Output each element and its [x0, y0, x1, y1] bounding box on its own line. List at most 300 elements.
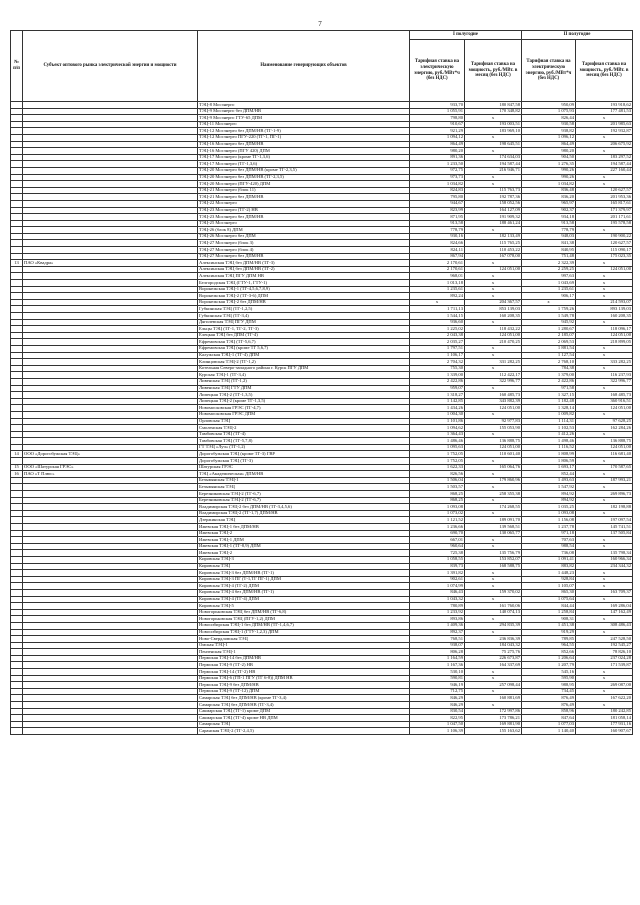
subject-name	[23, 332, 198, 339]
capacity-rate-h2: 227 160,44	[576, 167, 633, 174]
row-number	[11, 194, 23, 201]
object-name: Кировская ТЭЦ	[198, 563, 410, 570]
capacity-rate-h2: 206 675,92	[576, 141, 633, 148]
subject-name	[23, 102, 198, 109]
table-row	[11, 332, 633, 339]
capacity-rate-h2: 181 058,14	[576, 715, 633, 722]
capacity-rate-h2: x	[576, 576, 633, 583]
subject-name	[23, 728, 198, 735]
subject-name	[23, 530, 198, 537]
energy-rate-h1: 824,83	[410, 187, 465, 194]
energy-rate-h2: 847,64	[522, 715, 576, 722]
object-name: Ефремовская ТЭЦ (кроме ТГ 5,6,7)	[198, 345, 410, 352]
capacity-rate-h2: x	[576, 702, 633, 709]
object-name: Алексинская ТЭЦ без ДПМ/НВ (ТГ-3)	[198, 260, 410, 267]
row-number	[11, 313, 23, 320]
capacity-rate-h1: x	[465, 148, 522, 155]
row-number	[11, 207, 23, 214]
energy-rate-h1: 1 095,63	[410, 444, 465, 451]
capacity-rate-h2: 171 539,87	[576, 662, 633, 669]
energy-rate-h1: 1 101,86	[410, 418, 465, 425]
row-number	[11, 636, 23, 643]
table-row	[11, 372, 633, 379]
subject-name	[23, 589, 198, 596]
capacity-rate-h2: 237 024,28	[576, 655, 633, 662]
object-name: ТЭЦ-12 Мосэнерго без ДПМ/НВ (ТГ-1-9)	[198, 128, 410, 135]
energy-rate-h1: 1 622,33	[410, 464, 465, 471]
capacity-rate-h1: 170 348,82	[465, 108, 522, 115]
energy-rate-h2: 1 009,82	[522, 411, 576, 418]
energy-rate-h2: 789,85	[522, 636, 576, 643]
capacity-rate-h2: 165 817,61	[576, 200, 633, 207]
row-number: 15	[11, 464, 23, 471]
object-name: Елецкая ТЭЦ без ДПМ (ТГ-4)	[198, 332, 410, 339]
object-name: ТЭЦ-12 Мосэнерго ПГУ-220 (ТГ-1, ПГ-1)	[198, 134, 410, 141]
energy-rate-h2: 1 806,59	[522, 458, 576, 465]
subject-name	[23, 233, 198, 240]
subject-name	[23, 616, 198, 623]
table-row	[11, 207, 633, 214]
capacity-rate-h2: x	[576, 411, 633, 418]
capacity-rate-h1: 164 127,09	[465, 207, 522, 214]
energy-rate-h2: 836,20	[522, 194, 576, 201]
row-number	[11, 167, 23, 174]
object-name: Безымянская ТЭЦ	[198, 484, 410, 491]
object-name: ТЭЦ-9 Мосэнерго без ДПМ/НВ	[198, 108, 410, 115]
capacity-rate-h2: 269 896,73	[576, 491, 633, 498]
row-number	[11, 616, 23, 623]
object-name: Шатурская ГРЭС	[198, 464, 410, 471]
capacity-rate-h2: x	[576, 345, 633, 352]
capacity-rate-h2: x	[576, 669, 633, 676]
row-number	[11, 306, 23, 313]
capacity-rate-h1: 167 078,00	[465, 253, 522, 260]
subject-name	[23, 398, 198, 405]
subject-name	[23, 721, 198, 728]
capacity-rate-h2: x	[576, 616, 633, 623]
capacity-rate-h1: x	[465, 596, 522, 603]
table-row	[11, 411, 633, 418]
capacity-rate-h2: x	[576, 675, 633, 682]
capacity-rate-h2: x	[576, 471, 633, 478]
energy-rate-h2: 1 498,46	[522, 438, 576, 445]
energy-rate-h2: 1 043,69	[522, 280, 576, 287]
object-name: Пермская ТЭЦ-14 без ДПМ/НВ	[198, 655, 410, 662]
object-name: ТЭЦ-16 Мосэнерго без ДПМ/НВ	[198, 141, 410, 148]
object-name: Пермская ТЭЦ-14 (ТГ-2) НВ	[198, 669, 410, 676]
energy-rate-h2: 1 881,54	[522, 345, 576, 352]
subject-name	[23, 576, 198, 583]
energy-rate-h2: x	[522, 299, 576, 306]
object-name: Пермская ТЭЦ-9 (ТГ-12) ДПМ	[198, 688, 410, 695]
energy-rate-h1: 1 364,43	[410, 431, 465, 438]
subject-name	[23, 570, 198, 577]
energy-rate-h2: 836,48	[522, 187, 576, 194]
energy-rate-h2: 904,50	[522, 154, 576, 161]
energy-rate-h1: 1 093,08	[410, 504, 465, 511]
energy-rate-h2: 2 259,25	[522, 266, 576, 273]
energy-rate-h1: 893,86	[410, 616, 465, 623]
energy-rate-h1: 959,07	[410, 385, 465, 392]
row-number: 16	[11, 471, 23, 478]
row-number	[11, 345, 23, 352]
object-name: ТЭЦ-16 Мосэнерго (ПГУ 420) ДПМ	[198, 148, 410, 155]
energy-rate-h2: 1 759,26	[522, 306, 576, 313]
energy-rate-h2: 865,30	[522, 589, 576, 596]
subject-name	[23, 418, 198, 425]
subject-name	[23, 299, 198, 306]
object-name: ТЭЦ-20 Мосэнерго без ДПМ/НВ (ТГ-2,3,5)	[198, 174, 410, 181]
energy-rate-h2: 913,58	[522, 220, 576, 227]
row-number	[11, 675, 23, 682]
energy-rate-h1: 1 058,55	[410, 556, 465, 563]
energy-rate-h1: 972,75	[410, 167, 465, 174]
energy-rate-h1: 1 486,46	[410, 438, 465, 445]
row-number	[11, 669, 23, 676]
subject-name	[23, 339, 198, 346]
subject-name	[23, 431, 198, 438]
object-name: Ефремовская ТЭЦ (ТГ-5,6,7)	[198, 339, 410, 346]
energy-rate-h2: 1 075,64	[522, 596, 576, 603]
subject-name	[23, 359, 198, 366]
object-name: Новосибирская ТЭЦ-1 (ГТУ-1,2,3) ДПМ	[198, 629, 410, 636]
capacity-rate-h1: 161 760,06	[465, 603, 522, 610]
energy-rate-h1: 960,64	[410, 543, 465, 550]
table-row	[11, 161, 633, 168]
capacity-rate-h2: 360 916,51	[576, 398, 633, 405]
energy-rate-h1: 1 055,91	[410, 108, 465, 115]
subject-name	[23, 458, 198, 465]
table-row	[11, 629, 633, 636]
table-row	[11, 260, 633, 267]
table-row	[11, 378, 633, 385]
row-number	[11, 392, 23, 399]
energy-rate-h1: 867,94	[410, 253, 465, 260]
capacity-rate-h1: x	[465, 411, 522, 418]
table-row	[11, 352, 633, 359]
row-number	[11, 662, 23, 669]
object-name: Кировская ТЭЦ-3 ПГ (Т-1,ТГ ПГ-1) ДПМ	[198, 576, 410, 583]
energy-rate-h2: 948,03	[522, 233, 576, 240]
capacity-rate-h1: x	[465, 365, 522, 372]
capacity-rate-h1: 188 461,24	[465, 220, 522, 227]
object-name: Ново-Свердловская ТЭЦ	[198, 636, 410, 643]
capacity-rate-h2: x	[576, 352, 633, 359]
capacity-rate-h1: 198 645,51	[465, 141, 522, 148]
capacity-rate-h2: 120 627,57	[576, 187, 633, 194]
subject-name	[23, 438, 198, 445]
table-row	[11, 675, 633, 682]
capacity-rate-h2: x	[576, 260, 633, 267]
object-name: Омская ТЭЦ-1	[198, 642, 410, 649]
energy-rate-h2: 988,95	[522, 682, 576, 689]
capacity-rate-h2: x	[576, 319, 633, 326]
capacity-rate-h2: 170 587,65	[576, 464, 633, 471]
subject-name	[23, 669, 198, 676]
energy-rate-h1: 2 043,38	[410, 332, 465, 339]
row-number	[11, 484, 23, 491]
table-row	[11, 425, 633, 432]
capacity-rate-h2: 171 379,97	[576, 207, 633, 214]
row-number	[11, 365, 23, 372]
capacity-rate-h1: 191 909,32	[465, 214, 522, 221]
half1-header: I полугодие	[410, 31, 522, 40]
row-number	[11, 688, 23, 695]
energy-rate-h1: 921,29	[410, 128, 465, 135]
col-number-header: № п/п	[11, 31, 23, 102]
energy-rate-h1: 846,43	[410, 589, 465, 596]
energy-rate-h1: 973,73	[410, 174, 465, 181]
capacity-rate-h1: 160 881,69	[465, 695, 522, 702]
energy-rate-h2: 844,44	[522, 603, 576, 610]
object-name: ТЭЦ-27 Мосэнерго (блок 3)	[198, 240, 410, 247]
object-name: ТЭЦ-27 Мосэнерго (блок 4)	[198, 247, 410, 254]
row-number	[11, 431, 23, 438]
capacity-rate-h1: 155 163,62	[465, 728, 522, 735]
subject-name	[23, 695, 198, 702]
row-number	[11, 332, 23, 339]
subject-name	[23, 128, 198, 135]
col-objects-header: Наименование генерирующих объектов	[198, 31, 410, 102]
table-row	[11, 240, 633, 247]
capacity-rate-h2: 115 090,17	[576, 247, 633, 254]
table-row	[11, 603, 633, 610]
energy-rate-h1: 913,58	[410, 220, 465, 227]
subject-name	[23, 655, 198, 662]
capacity-rate-h2: x	[576, 570, 633, 577]
capacity-rate-h2: 182 198,88	[576, 504, 633, 511]
object-name: Липецкая ТЭЦ-2 (кроме ТГ-1,3,5)	[198, 398, 410, 405]
capacity-rate-h2: 135 798,34	[576, 550, 633, 557]
row-number	[11, 253, 23, 260]
energy-rate-h2: 1 808,99	[522, 451, 576, 458]
row-number	[11, 563, 23, 570]
capacity-rate-h2: 234 344,32	[576, 563, 633, 570]
subject-name	[23, 240, 198, 247]
energy-rate-h1: 868,25	[410, 491, 465, 498]
object-name: Дзержинская ТЭЦ	[198, 517, 410, 524]
object-name: Кировская ТЭЦ-4 (ТГ-4) ДПМ	[198, 596, 410, 603]
energy-rate-h1: 980,20	[410, 148, 465, 155]
row-number	[11, 220, 23, 227]
energy-rate-h1: 1 013,18	[410, 280, 465, 287]
subject-name	[23, 662, 198, 669]
subject-name	[23, 497, 198, 504]
energy-rate-h1: 2 170,61	[410, 260, 465, 267]
capacity-rate-h1: x	[465, 134, 522, 141]
subject-name	[23, 491, 198, 498]
subject-name	[23, 675, 198, 682]
object-name: Безымянская ТЭЦ-1	[198, 477, 410, 484]
table-row	[11, 556, 633, 563]
object-name: ТЭЦ-17 Мосэнерго (кроме ТГ-1,3,6)	[198, 154, 410, 161]
capacity-rate-h1: x	[465, 675, 522, 682]
subject-name	[23, 148, 198, 155]
row-number	[11, 537, 23, 544]
capacity-rate-h2: 177 481,53	[576, 108, 633, 115]
energy-rate-h1: 1 434,26	[410, 405, 465, 412]
capacity-rate-h1: 130 065,77	[465, 530, 522, 537]
energy-rate-h2: 852,66	[522, 649, 576, 656]
energy-rate-h2: 2 422,86	[522, 378, 576, 385]
subject-name	[23, 286, 198, 293]
energy-rate-h2: 1 276,35	[522, 161, 576, 168]
row-number: 14	[11, 451, 23, 458]
row-number	[11, 622, 23, 629]
energy-rate-h1: 1 164,59	[410, 655, 465, 662]
energy-rate-h2: 1 328,14	[522, 405, 576, 412]
table-row	[11, 181, 633, 188]
row-number	[11, 629, 23, 636]
capacity-rate-h2: 322 996,77	[576, 378, 633, 385]
energy-rate-h2: 826,44	[522, 115, 576, 122]
subject-name	[23, 220, 198, 227]
energy-rate-h1: 530,10	[410, 669, 465, 676]
capacity-rate-h2: x	[576, 385, 633, 392]
object-name: Самарская ТЭЦ без ДПМ/НВ (кроме ТГ-3,4)	[198, 695, 410, 702]
row-number	[11, 161, 23, 168]
capacity-rate-h2: 136 888,75	[576, 438, 633, 445]
object-name: ТЭЦ-9 Мосэнерго ГТУ-65 ДПМ	[198, 115, 410, 122]
object-name: ГТ ТЭЦ «Луч» (ТГ-1,2)	[198, 444, 410, 451]
object-name: Сакмарская ТЭЦ (ТГ-4) кроме НВ ДПМ	[198, 715, 410, 722]
object-name: ТЭЦ-21 Мосэнерго без ДПМ/НВ	[198, 194, 410, 201]
table-row	[11, 477, 633, 484]
row-number	[11, 187, 23, 194]
object-name: ТЭЦ-20 Мосэнерго (ПГУ-420) ДПМ	[198, 181, 410, 188]
object-name: ТЭЦ-23 Мосэнерго (ТГ-2) НВ	[198, 207, 410, 214]
energy-rate-h2: 1 493,63	[522, 477, 576, 484]
capacity-rate-h1: 216 946,71	[465, 167, 522, 174]
page-number: 7	[318, 20, 322, 28]
table-row	[11, 313, 633, 320]
energy-rate-h2: 707,63	[522, 537, 576, 544]
energy-rate-h1: 864,49	[410, 141, 465, 148]
energy-rate-h1: 892,24	[410, 293, 465, 300]
object-name: Кировская ТЭЦ-5	[198, 603, 410, 610]
object-name: Пермская ТЭЦ-9 (ТГ-2) НВ	[198, 662, 410, 669]
table-row	[11, 214, 633, 221]
object-name: Орловская ТЭЦ	[198, 418, 410, 425]
capacity-rate-h2: 214 593,07	[576, 299, 633, 306]
row-number	[11, 603, 23, 610]
subject-name	[23, 266, 198, 273]
capacity-rate-h2: 201 953,36	[576, 194, 633, 201]
energy-rate-h1: 712,75	[410, 688, 465, 695]
capacity-rate-h2: 201 985,63	[576, 121, 633, 128]
table-row	[11, 715, 633, 722]
row-number	[11, 708, 23, 715]
capacity-rate-h1: x	[465, 458, 522, 465]
energy-rate-h1: 1 711,13	[410, 306, 465, 313]
table-row	[11, 141, 633, 148]
energy-rate-h1: 1 121,52	[410, 517, 465, 524]
capacity-rate-h2: 116 237,93	[576, 372, 633, 379]
subject-name	[23, 405, 198, 412]
energy-rate-h2: 934,18	[522, 214, 576, 221]
energy-rate-h2: 876,49	[522, 702, 576, 709]
subject-name	[23, 200, 198, 207]
object-name: ТЭЦ-20 Мосэнерго без ДПМ/НВ (кроме ТГ-2,3,5)	[198, 167, 410, 174]
table-row	[11, 695, 633, 702]
capacity-rate-h1: 193 003,51	[465, 121, 522, 128]
energy-rate-h2: 858,96	[522, 708, 576, 715]
energy-rate-h2: 545,16	[522, 669, 576, 676]
capacity-rate-h1: x	[465, 286, 522, 293]
table-row	[11, 108, 633, 115]
capacity-rate-h2: 168 485,73	[576, 392, 633, 399]
subject-name	[23, 411, 198, 418]
table-row	[11, 220, 633, 227]
capacity-rate-h1: x	[465, 543, 522, 550]
capacity-rate-h2: 124 051,00	[576, 444, 633, 451]
row-number	[11, 405, 23, 412]
capacity-rate-h1: 155 053,90	[465, 425, 522, 432]
capacity-rate-h2: 118 096,17	[576, 326, 633, 333]
energy-rate-h2: 1 379,00	[522, 372, 576, 379]
energy-rate-h2: 864,49	[522, 141, 576, 148]
energy-rate-h1: 871,95	[410, 214, 465, 221]
subject-name	[23, 688, 198, 695]
energy-rate-h2: 971,58	[522, 385, 576, 392]
object-name: Березниковская ТЭЦ-2 (ТГ-6,7)	[198, 491, 410, 498]
capacity-rate-h2: 177 931,16	[576, 721, 633, 728]
energy-rate-h2: 990,26	[522, 174, 576, 181]
subject-name	[23, 273, 198, 280]
energy-rate-h2: 841,38	[522, 240, 576, 247]
row-number	[11, 695, 23, 702]
subject-name	[23, 510, 198, 517]
capacity-rate-h2: 147 162,49	[576, 609, 633, 616]
capacity-rate-h2: x	[576, 583, 633, 590]
row-number	[11, 200, 23, 207]
object-name: ТЭЦ-8 Мосэнерго	[198, 102, 410, 109]
table-row	[11, 339, 633, 346]
subject-name	[23, 425, 198, 432]
energy-rate-h2: 595,90	[522, 675, 576, 682]
capacity-rate-h1: 140 074,13	[465, 609, 522, 616]
object-name: ТЭЦ-11 Мосэнерго	[198, 121, 410, 128]
energy-rate-h2: 1 327,15	[522, 392, 576, 399]
energy-rate-h1: 768,51	[410, 636, 465, 643]
energy-rate-h1: 1 074,99	[410, 583, 465, 590]
capacity-rate-h1: x	[465, 510, 522, 517]
capacity-rate-h2: 137 505,84	[576, 530, 633, 537]
subject-name	[23, 636, 198, 643]
energy-rate-h1: 846,29	[410, 695, 465, 702]
subject-name	[23, 629, 198, 636]
row-number	[11, 583, 23, 590]
object-name: ТЭЦ-27 Мосэнерго без ДПМ/НВ	[198, 253, 410, 260]
energy-rate-h1: 1 004,30	[410, 411, 465, 418]
capacity-rate-h2: 893 139,03	[576, 306, 633, 313]
subject-name	[23, 596, 198, 603]
object-name: Алексинская ТЭЦ ПГУ ДПМ НВ	[198, 273, 410, 280]
table-row	[11, 636, 633, 643]
subject-name	[23, 385, 198, 392]
capacity-rate-h2: 116 681,40	[576, 451, 633, 458]
row-number	[11, 352, 23, 359]
subject-name	[23, 345, 198, 352]
subject-name	[23, 167, 198, 174]
capacity-rate-h1: 180 847,58	[465, 102, 522, 109]
subject-name	[23, 550, 198, 557]
row-number	[11, 596, 23, 603]
energy-rate-h2: 751,48	[522, 253, 576, 260]
row-number	[11, 398, 23, 405]
capacity-rate-header-h2: Тарифная ставка на мощность, руб./МВт. в месяц (без НДС)	[576, 40, 633, 102]
energy-rate-h2: 945,92	[522, 319, 576, 326]
